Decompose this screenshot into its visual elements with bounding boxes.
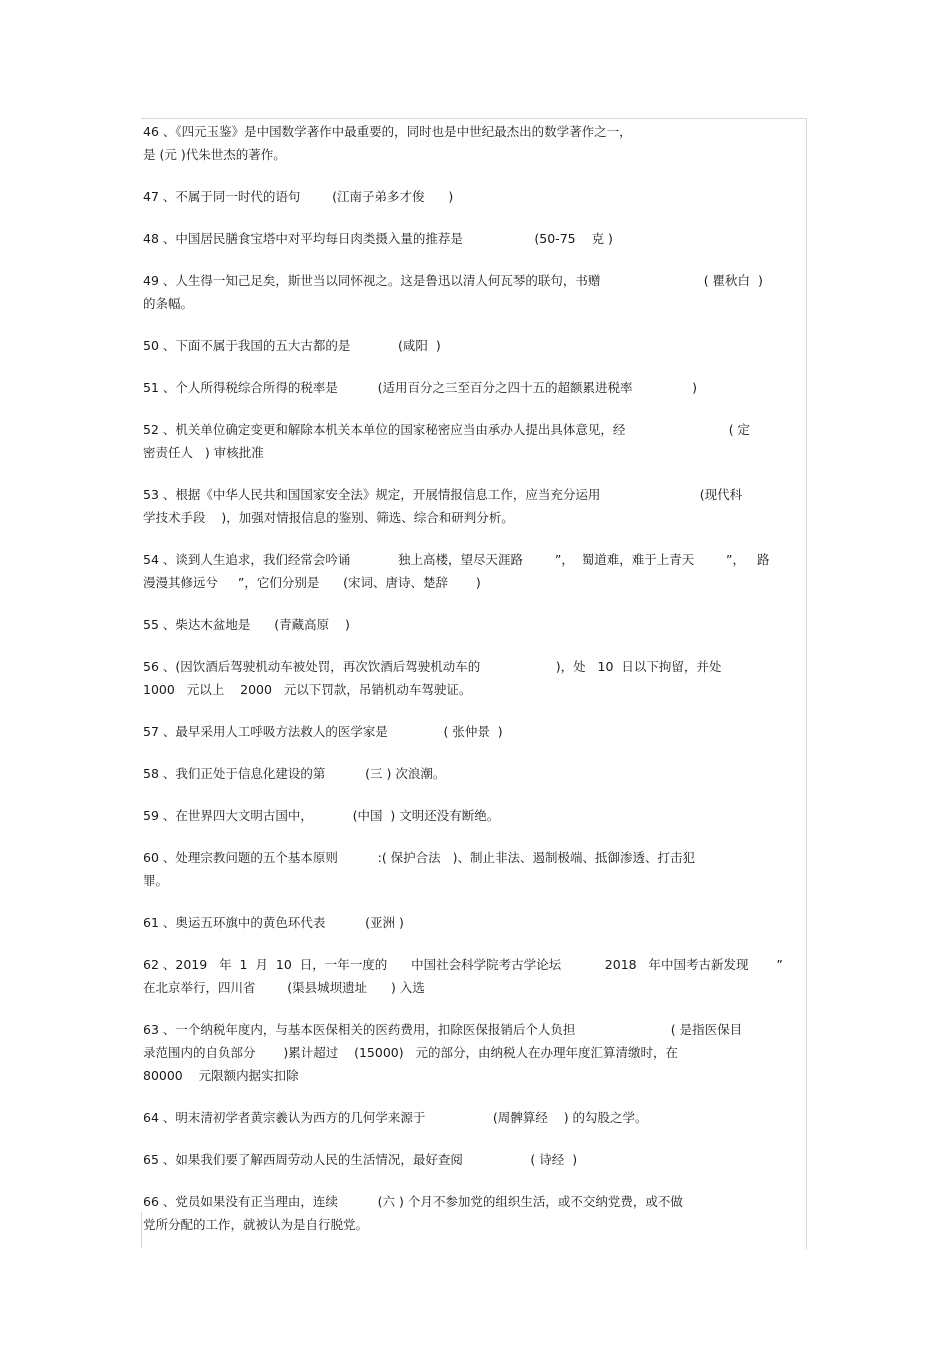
question-53: 53 、根据《中华人民共和国国家安全法》规定，开展情报信息工作，应当充分运用 (现代科 学技术手段 )，加强对情报信息的鉴别、筛选、综合和研判分析。 — [143, 487, 743, 525]
question-58: 58 、我们正处于信息化建设的第 (三 ) 次浪潮。 — [143, 766, 446, 781]
question-48: 48 、中国居民膳食宝塔中对平均每日肉类摄入量的推荐是 (50-75 克 ) — [143, 231, 613, 246]
question-50: 50 、下面不属于我国的五大古都的是 (咸阳 ) — [143, 338, 441, 353]
question-46: 46 、《四元玉鉴》是中国数学著作中最重要的，同时也是中世纪最杰出的数学著作之一， 是 (元 )代朱世杰的著作。 — [143, 124, 632, 162]
question-55: 55 、柴达木盆地是 (青藏高原 ) — [143, 617, 350, 632]
question-65: 65 、如果我们要了解西周劳动人民的生活情况，最好查阅 ( 诗经 ) — [143, 1152, 578, 1167]
question-52: 52 、机关单位确定变更和解除本机关本单位的国家秘密应当由承办人提出具体意见，经 ( 定 密责任人 ) 审核批准 — [143, 422, 751, 460]
page-border-left — [141, 1212, 142, 1248]
question-63: 63 、一个纳税年度内，与基本医保相关的医药费用，扣除医保报销后个人负担 ( 是指医保目 录范围内的自负部分 )累计超过 (15000) 元的部分，由纳税人在办理年度汇算清缴时，在 80000 元限额内据实扣除 — [143, 1022, 743, 1083]
question-list — [143, 120, 805, 1255]
question-54: 54 、谈到人生追求，我们经常会吟诵 独上高楼，望尽天涯路 ”， 蜀道难，难于上青天 ”， 路 漫漫其修远兮 ”，它们分别是 (宋词、唐诗、楚辞 ) — [143, 552, 770, 590]
question-51: 51 、个人所得税综合所得的税率是 (适用百分之三至百分之四十五的超额累进税率 ) — [143, 380, 697, 395]
question-60: 60 、处理宗教问题的五个基本原则 :( 保护合法 )、制止非法、遏制极端、抵御渗透、打击犯 罪。 — [143, 850, 695, 888]
question-47: 47 、不属于同一时代的语句 (江南子弟多才俊 ) — [143, 189, 454, 204]
question-61: 61 、奥运五环旗中的黄色环代表 (亚洲 ) — [143, 915, 404, 930]
question-62: 62 、2019 年 1 月 10 日，一年一度的 中国社会科学院考古学论坛 2018 年中国考古新发现 ” 在北京举行，四川省 (渠县城坝遗址 ) 入选 — [143, 957, 783, 995]
question-64: 64 、明末清初学者黄宗羲认为西方的几何学来源于 (周髀算经 ) 的勾股之学。 — [143, 1110, 648, 1125]
question-49: 49 、人生得一知己足矣，斯世当以同怀视之。这是鲁迅以清人何瓦琴的联句，书赠 ( 瞿秋白 ) 的条幅。 — [143, 273, 763, 311]
question-56: 56 、(因饮酒后驾驶机动车被处罚，再次饮酒后驾驶机动车的 )，处 10 日以下拘留，并处 1000 元以上 2000 元以下罚款，吊销机动车驾驶证。 — [143, 659, 722, 697]
question-59: 59 、在世界四大文明古国中， (中国 ) 文明还没有断绝。 — [143, 808, 500, 823]
question-57: 57 、最早采用人工呼吸方法救人的医学家是 ( 张仲景 ) — [143, 724, 503, 739]
question-66: 66 、党员如果没有正当理由，连续 (六 ) 个月不参加党的组织生活，或不交纳党费，或不做 党所分配的工作，就被认为是自行脱党。 — [143, 1194, 683, 1232]
